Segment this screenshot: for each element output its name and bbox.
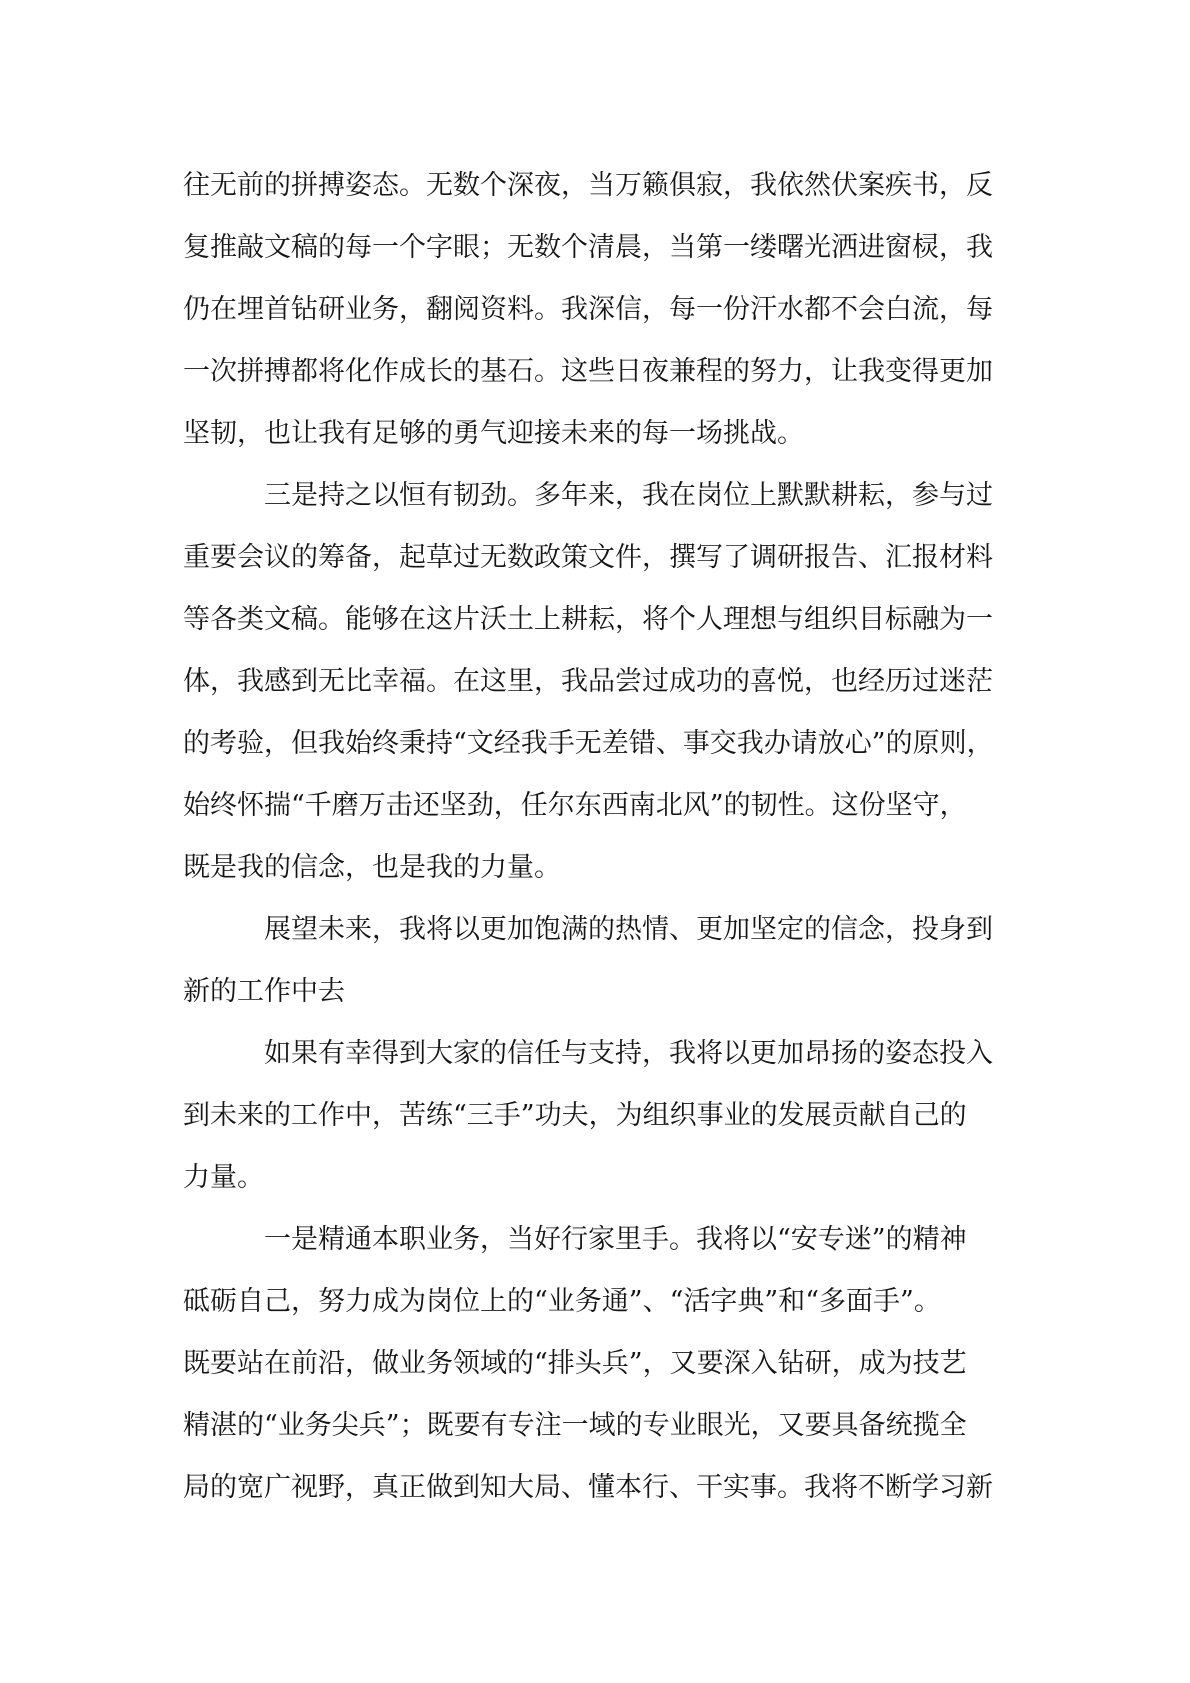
text-line: 一是精通本职业务，当好行家里手。我将以“安专迷”的精神 (264, 1224, 967, 1255)
text-line: 力量。 (183, 1162, 264, 1193)
text-line: 既是我的信念，也是我的力量。 (183, 852, 561, 883)
text-line: 坚韧，也让我有足够的勇气迎接未来的每一场挑战。 (183, 418, 804, 449)
text-line: 如果有幸得到大家的信任与支持，我将以更加昂扬的姿态投入 (264, 1038, 993, 1069)
text-line: 仍在埋首钻研业务，翻阅资料。我深信，每一份汗水都不会白流，每 (183, 294, 993, 325)
text-line: 局的宽广视野，真正做到知大局、懂本行、干实事。我将不断学习新 (183, 1472, 993, 1503)
text-line: 既要站在前沿，做业务领域的“排头兵”，又要深入钻研，成为技艺 (183, 1348, 967, 1379)
text-line: 精湛的“业务尖兵”；既要有专注一域的专业眼光，又要具备统揽全 (183, 1410, 967, 1441)
paragraph-continuation (183, 155, 1023, 465)
paragraph-perseverance (183, 465, 1023, 899)
text-line: 体，我感到无比幸福。在这里，我品尝过成功的喜悦，也经历过迷茫 (183, 666, 993, 697)
text-line: 复推敲文稿的每一个字眼；无数个清晨，当第一缕曙光洒进窗棂，我 (183, 232, 993, 263)
text-line: 始终怀揣“千磨万击还坚劲，任尔东西南北风”的韧性。这份坚守， (183, 790, 967, 821)
text-line: 等各类文稿。能够在这片沃土上耕耘，将个人理想与组织目标融为一 (183, 604, 993, 635)
document-body (183, 155, 1023, 1519)
text-line: 一次拼搏都将化作成长的基石。这些日夜兼程的努力，让我变得更加 (183, 356, 993, 387)
text-line: 新的工作中去 (183, 976, 345, 1007)
text-line: 往无前的拼搏姿态。无数个深夜，当万籁俱寂，我依然伏案疾书，反 (183, 170, 993, 201)
text-line: 重要会议的筹备，起草过无数政策文件，撰写了调研报告、汇报材料 (183, 542, 993, 573)
text-line: 砥砺自己，努力成为岗位上的“业务通”、“活字典”和“多面手”。 (183, 1286, 941, 1317)
text-line: 展望未来，我将以更加饱满的热情、更加坚定的信念，投身到 (264, 914, 993, 945)
paragraph-expertise (183, 1209, 1023, 1519)
text-line: 三是持之以恒有韧劲。多年来，我在岗位上默默耕耘，参与过 (264, 480, 993, 511)
paragraph-outlook (183, 899, 1023, 1023)
text-line: 的考验，但我始终秉持“文经我手无差错、事交我办请放心”的原则， (183, 728, 994, 759)
text-line: 到未来的工作中，苦练“三手”功夫，为组织事业的发展贡献自己的 (183, 1100, 967, 1131)
paragraph-commitment (183, 1023, 1023, 1209)
